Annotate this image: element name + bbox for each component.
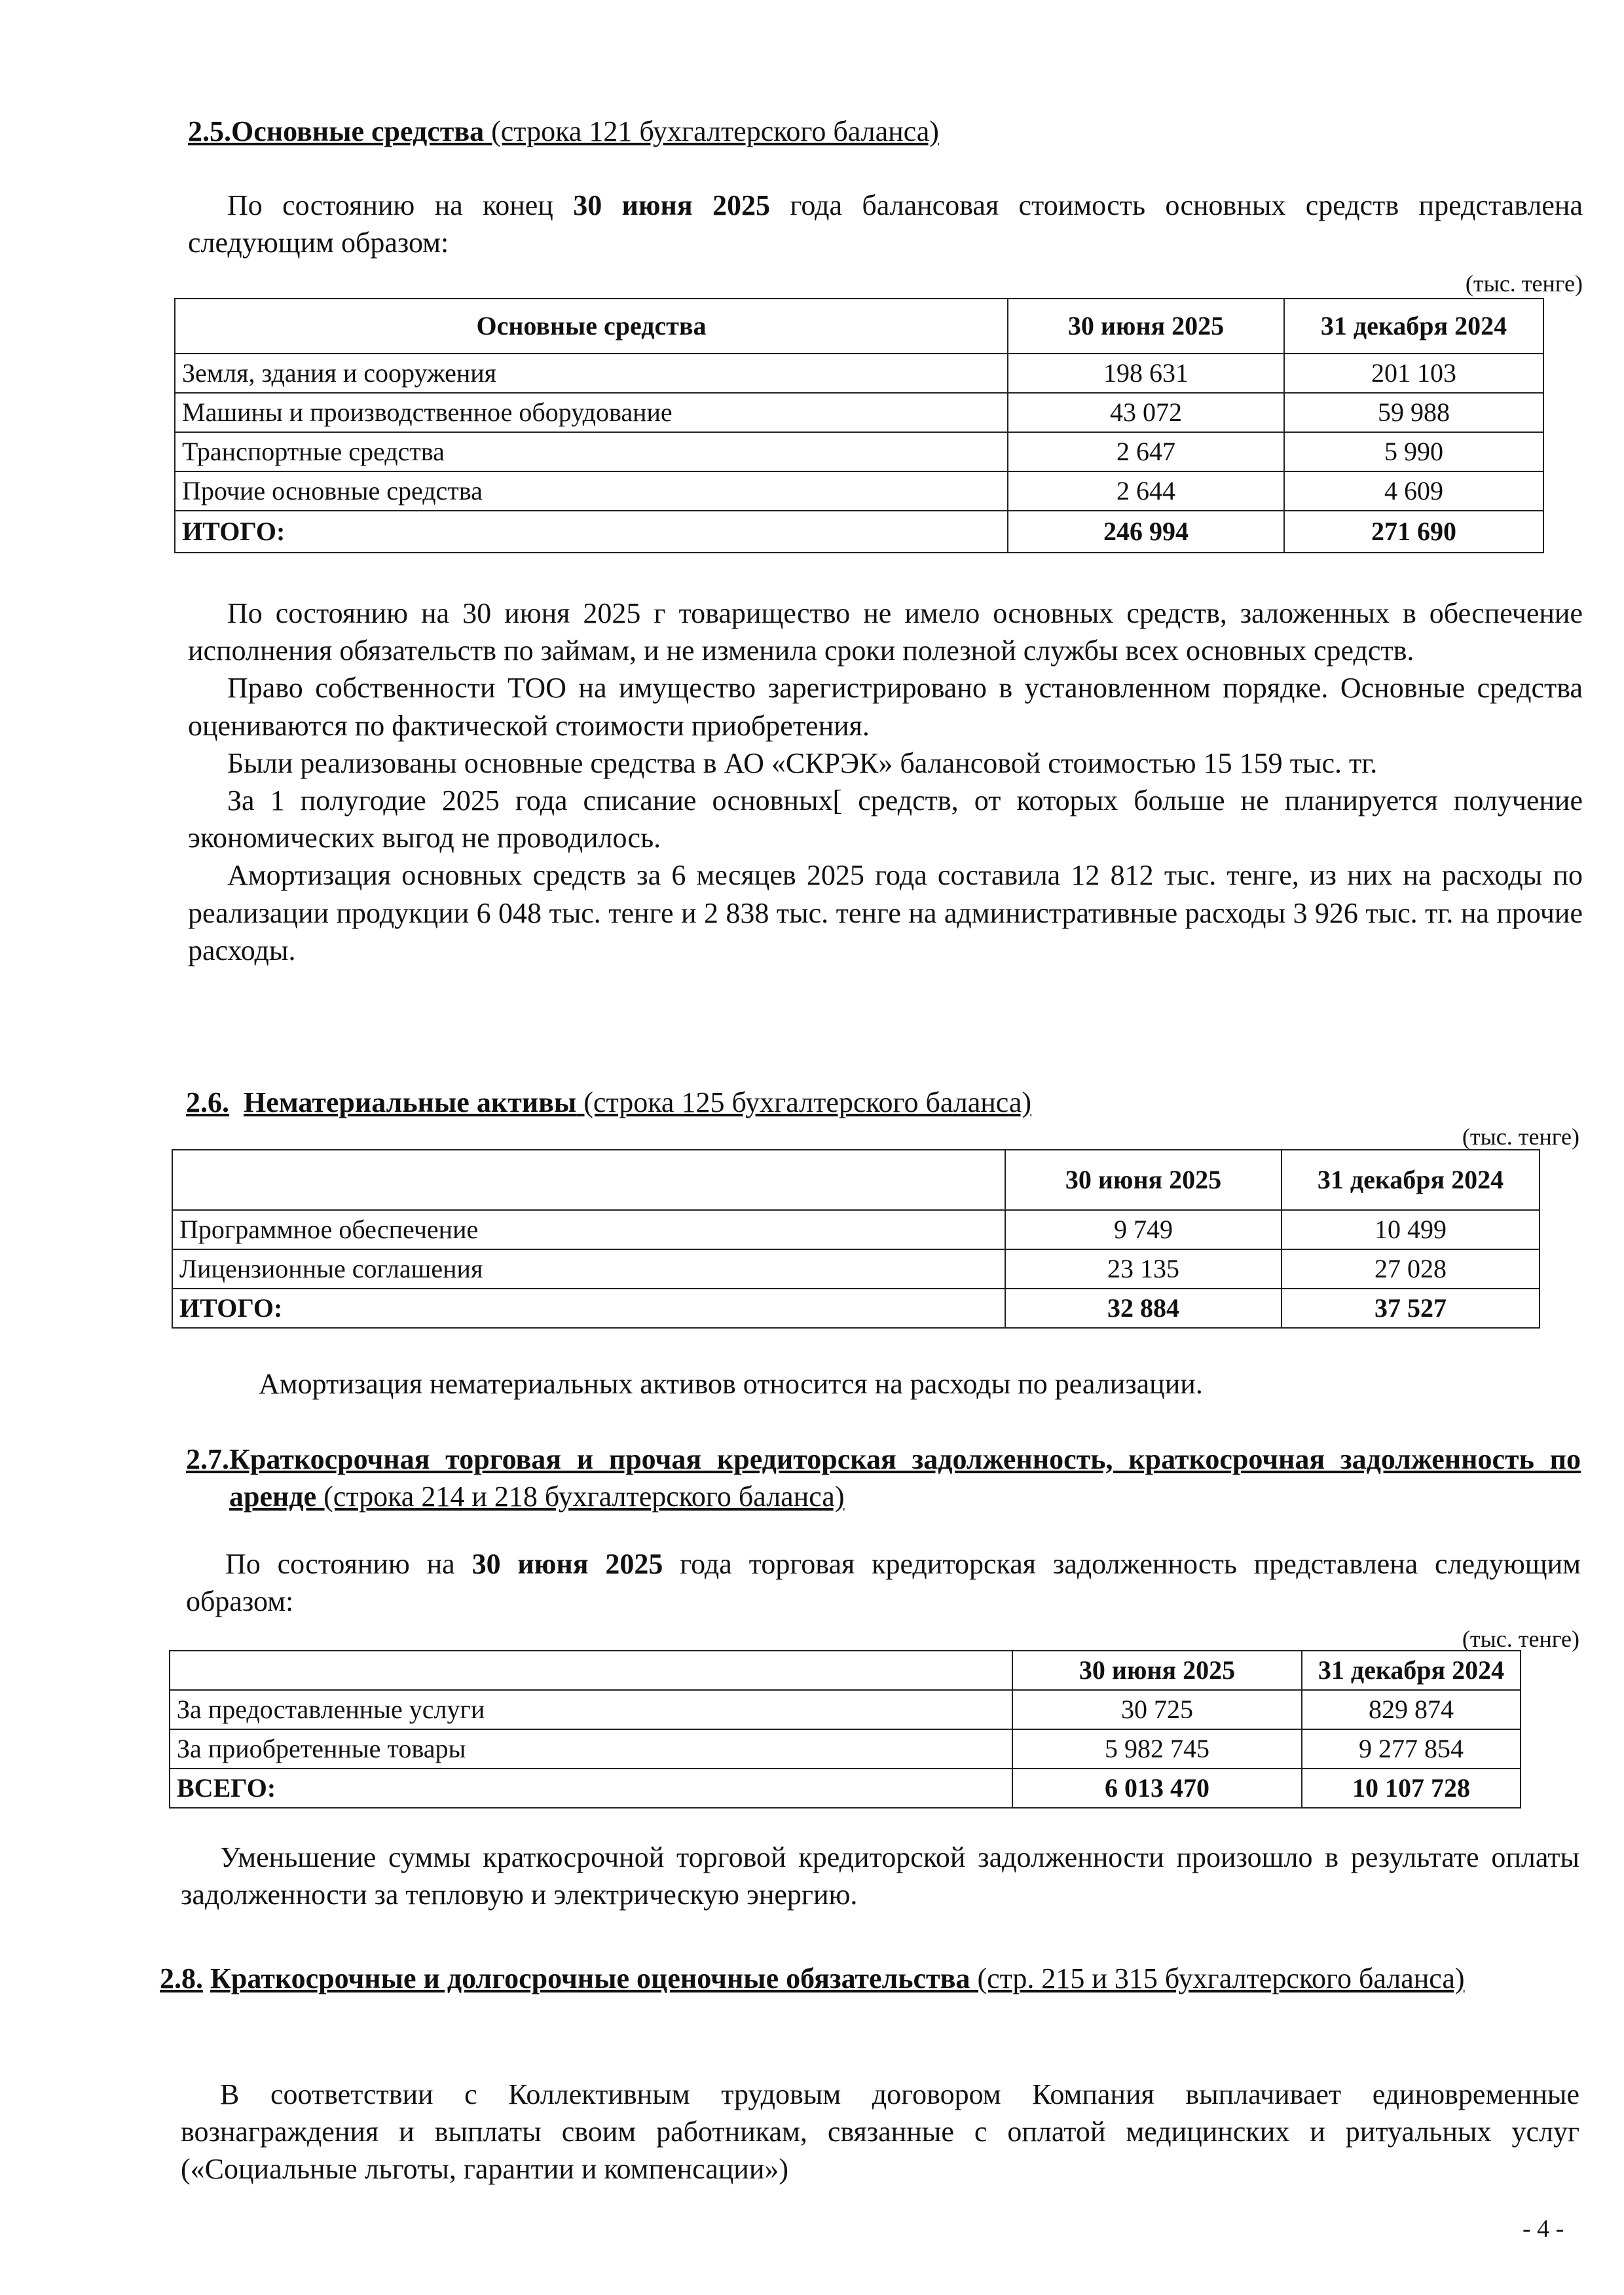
cell-value: 27 028 bbox=[1282, 1249, 1540, 1289]
section-2-5-notes bbox=[188, 595, 1583, 969]
section-2-7-note bbox=[181, 1839, 1579, 1913]
section-subtitle: (стр. 215 и 315 бухгалтерского баланса) bbox=[970, 1962, 1465, 1994]
unit-label: (тыс. тенге) bbox=[1465, 270, 1583, 297]
cell-value: 32 884 bbox=[1005, 1289, 1282, 1328]
section-title: Основные средства bbox=[231, 115, 485, 147]
cell-value: 5 982 745 bbox=[1012, 1729, 1302, 1769]
row-label: За предоставленные услуги bbox=[170, 1690, 1012, 1729]
cell-value: 6 013 470 bbox=[1012, 1769, 1302, 1808]
cell-value: 30 725 bbox=[1012, 1690, 1302, 1729]
section-subtitle: (строка 125 бухгалтерского баланса) bbox=[576, 1086, 1032, 1118]
section-2-7-intro bbox=[186, 1545, 1581, 1620]
table-total-row bbox=[172, 1289, 1540, 1328]
column-header: Основные средства bbox=[175, 299, 1008, 354]
table-row bbox=[172, 1210, 1540, 1249]
section-title: Краткосрочные и долгосрочные оценочные обязательства bbox=[210, 1962, 970, 1994]
cell-value: 2 647 bbox=[1008, 432, 1284, 471]
row-label: ИТОГО: bbox=[175, 511, 1008, 553]
section-number: 2.5. bbox=[188, 115, 231, 147]
unit-label: (тыс. тенге) bbox=[1462, 1124, 1579, 1150]
section-2-6-heading bbox=[186, 1084, 1430, 1121]
table-row bbox=[175, 393, 1543, 432]
fixed-assets-table bbox=[174, 298, 1544, 553]
paragraph: За 1 полугодие 2025 года списание основных[ средств, от которых больше не планируется получение экономических выгод не проводилось. bbox=[188, 784, 1583, 854]
section-title: Краткосрочная торговая и прочая кредиторская задолженность, краткосрочная задолженность по аренде bbox=[229, 1443, 1581, 1513]
paragraph: Право собственности ТОО на имущество зарегистрировано в установленном порядке. Основные средства оцениваются по фактической стоимости приобретения. bbox=[188, 672, 1583, 742]
intangible-assets-table bbox=[172, 1149, 1540, 1329]
unit-label: (тыс. тенге) bbox=[1462, 1626, 1579, 1652]
section-2-8-text bbox=[181, 2076, 1579, 2188]
section-title-wrap bbox=[229, 1441, 1581, 1515]
intro-text: По состоянию на bbox=[225, 1548, 472, 1580]
cell-value: 4 609 bbox=[1284, 471, 1543, 511]
column-header-empty bbox=[170, 1651, 1012, 1690]
section-subtitle: (строка 214 и 218 бухгалтерского баланса) bbox=[316, 1480, 845, 1513]
table-row bbox=[175, 471, 1543, 511]
section-subtitle: (строка 121 бухгалтерского баланса) bbox=[484, 115, 939, 147]
cell-value: 59 988 bbox=[1284, 393, 1543, 432]
cell-value: 271 690 bbox=[1284, 511, 1543, 553]
column-header: 30 июня 2025 bbox=[1008, 299, 1284, 354]
cell-value: 10 107 728 bbox=[1302, 1769, 1521, 1808]
table-row bbox=[175, 432, 1543, 471]
column-header-empty bbox=[172, 1150, 1005, 1210]
cell-value: 829 874 bbox=[1302, 1690, 1521, 1729]
table-row bbox=[170, 1729, 1521, 1769]
column-header: 31 декабря 2024 bbox=[1302, 1651, 1521, 1690]
table-row bbox=[170, 1690, 1521, 1729]
paragraph: По состоянию на 30 июня 2025 г товарищество не имело основных средств, заложенных в обеспечение исполнения обязательств по займам, и не изменила сроки полезной службы всех основных средств. bbox=[188, 597, 1583, 667]
row-label: Прочие основные средства bbox=[175, 471, 1008, 511]
row-label: Машины и производственное оборудование bbox=[175, 393, 1008, 432]
paragraph: В соответствии с Коллективным трудовым договором Компания выплачивает единовременные вознаграждения и выплаты своим работникам, связанные с оплатой медицинских и ритуальных услуг («Социальные льготы, гарантии и компенсации») bbox=[181, 2078, 1579, 2186]
column-header: 30 июня 2025 bbox=[1005, 1150, 1282, 1210]
cell-value: 2 644 bbox=[1008, 471, 1284, 511]
row-label: За приобретенные товары bbox=[170, 1729, 1012, 1769]
intro-text: По состоянию на конец bbox=[227, 189, 574, 221]
section-number: 2.7. bbox=[186, 1443, 229, 1475]
section-2-5-heading bbox=[188, 113, 1432, 150]
column-header: 31 декабря 2024 bbox=[1282, 1150, 1540, 1210]
cell-value: 201 103 bbox=[1284, 354, 1543, 393]
cell-value: 23 135 bbox=[1005, 1249, 1282, 1289]
row-label: Программное обеспечение bbox=[172, 1210, 1005, 1249]
cell-value: 9 277 854 bbox=[1302, 1729, 1521, 1769]
intro-text-end: года балансовая стоимость основных средств представлена следующим образом: bbox=[188, 189, 1583, 259]
cell-value: 5 990 bbox=[1284, 432, 1543, 471]
page-number: - 4 - bbox=[1522, 2215, 1564, 2243]
section-number: 2.8. bbox=[160, 1962, 203, 1994]
payables-table bbox=[169, 1650, 1521, 1808]
paragraph: Амортизация основных средств за 6 месяцев 2025 года составила 12 812 тыс. тенге, из них на расходы по реализации продукции 6 048 тыс. тенге и 2 838 тыс. тенге на административные расходы 3 926 тыс. тг. на прочие расходы. bbox=[188, 859, 1583, 966]
section-title: Нематериальные активы bbox=[244, 1086, 577, 1118]
row-label: ВСЕГО: bbox=[170, 1769, 1012, 1808]
paragraph: Уменьшение суммы краткосрочной торговой кредиторской задолженности произошло в результате оплаты задолженности за тепловую и электрическую энергию. bbox=[181, 1841, 1579, 1911]
cell-value: 37 527 bbox=[1282, 1289, 1540, 1328]
row-label: Лицензионные соглашения bbox=[172, 1249, 1005, 1289]
table-total-row bbox=[175, 511, 1543, 553]
cell-value: 246 994 bbox=[1008, 511, 1284, 553]
cell-value: 10 499 bbox=[1282, 1210, 1540, 1249]
column-header: 30 июня 2025 bbox=[1012, 1651, 1302, 1690]
intro-date: 30 июня 2025 bbox=[573, 189, 771, 221]
section-2-5-intro bbox=[188, 187, 1583, 261]
table-total-row bbox=[170, 1769, 1521, 1808]
table-row bbox=[175, 354, 1543, 393]
cell-value: 43 072 bbox=[1008, 393, 1284, 432]
section-2-8-heading bbox=[160, 1960, 1555, 1997]
section-2-6-note: Амортизация нематериальных активов относится на расходы по реализации. bbox=[259, 1368, 1203, 1400]
table-row bbox=[172, 1249, 1540, 1289]
cell-value: 9 749 bbox=[1005, 1210, 1282, 1249]
intro-text-end: года торговая кредиторская задолженность представлена следующим образом: bbox=[186, 1548, 1581, 1618]
column-header: 31 декабря 2024 bbox=[1284, 299, 1543, 354]
intro-date: 30 июня 2025 bbox=[471, 1548, 663, 1580]
section-2-7-heading bbox=[186, 1441, 1581, 1515]
paragraph: Были реализованы основные средства в АО «СКРЭК» балансовой стоимостью 15 159 тыс. тг. bbox=[227, 746, 1378, 779]
row-label: Транспортные средства bbox=[175, 432, 1008, 471]
row-label: Земля, здания и сооружения bbox=[175, 354, 1008, 393]
cell-value: 198 631 bbox=[1008, 354, 1284, 393]
section-number: 2.6. bbox=[186, 1086, 229, 1118]
row-label: ИТОГО: bbox=[172, 1289, 1005, 1328]
